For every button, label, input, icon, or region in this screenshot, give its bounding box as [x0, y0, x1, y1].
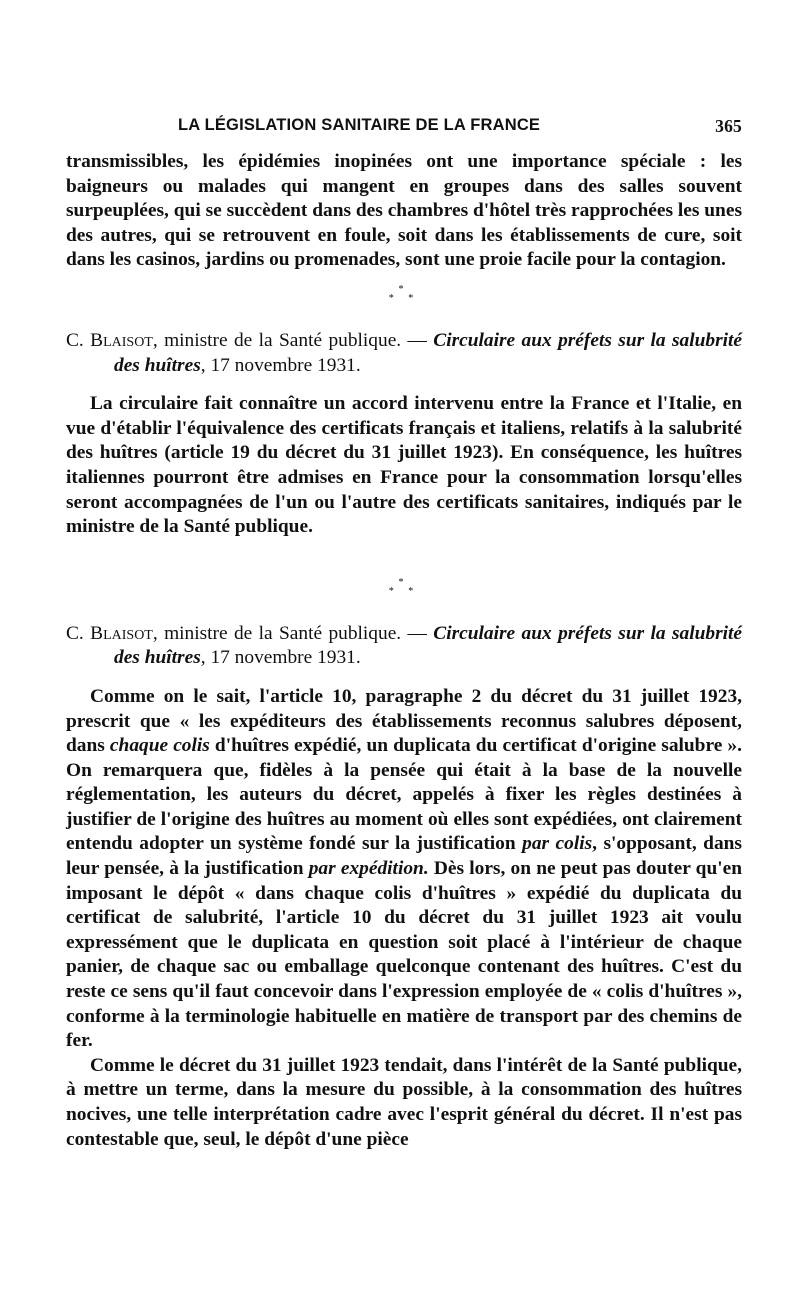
- separator-star-top: *: [398, 576, 410, 588]
- entry-role: , ministre de la Santé publique. —: [152, 622, 434, 644]
- italic-run: chaque colis: [109, 735, 210, 757]
- section-separator: [66, 578, 742, 596]
- page-number: 365: [715, 116, 742, 136]
- text-run: Dès lors, on ne peut pas douter qu'en imposant le dépôt « dans chaque colis d'huîtres » expédié du duplicata du certificat de salubrité, l'article 10 du décret du 31 juillet 1923 ait voulu expressément que le duplicata en question soit placé à l'intérieur de chaque panier, de chaque sac ou emballage quelconque contenant des huîtres. C'est du reste ce sens qu'il faut concevoir dans l'expression employée de « colis d'huîtres », conforme à la terminologie habituelle en matière de transport par des chemins de fer.: [66, 858, 743, 1052]
- document-page: [66, 112, 742, 1152]
- entry-2-paragraph-1: [66, 685, 742, 1054]
- section-separator: [66, 285, 742, 303]
- text-run: d'huîtres expédié, un duplicata du certificat d'origine salubre ». On remarquera que, fidèles à la pensée qui était à la base de la nouvelle réglementation, les auteurs du décret, appelés à fixer les règles destinées à justifier de l'origine des huîtres au moment où elles sont expédiées, ont clairement entendu adopter un système fondé sur la justification: [66, 735, 742, 855]
- running-title: LA LÉGISLATION SANITAIRE DE LA FRANCE: [178, 116, 541, 134]
- entry-1-paragraph: La circulaire fait connaître un accord intervenu entre la France et l'Italie, en vue d'établir l'équivalence des certificats français et italiens, relatifs à la salubrité des huîtres (article 19 du décret du 31 juillet 1923). En conséquence, les huîtres italiennes pourront être admises en France pour la consommation lorsqu'elles seront accompagnées de l'un ou l'autre des certificats sanitaires, indiqués par le ministre de la Santé publique.: [66, 393, 742, 538]
- entry-heading-2: [66, 622, 742, 671]
- text-run: , s'opposant, dans leur pensée, à la justification: [66, 833, 742, 880]
- entry-author: C. Blaisot: [66, 622, 153, 644]
- opening-paragraph: transmissibles, les épidémies inopinées ont une importance spéciale : les baigneurs ou malades qui mangent en groupes dans des salles souvent surpeuplées, qui se succèdent dans des chambres d'hôtel très rapprochées les unes des autres, qui se retrouvent en foule, soit dans les établissements de cure, soit dans les casinos, jardins ou promenades, sont une proie facile pour la contagion.: [66, 151, 742, 271]
- separator-star-top: *: [398, 283, 410, 295]
- entry-role: , ministre de la Santé publique. —: [152, 329, 434, 351]
- entry-heading-1: [66, 329, 742, 378]
- entry-date: , 17 novembre 1931.: [200, 647, 361, 669]
- running-head: [66, 112, 742, 142]
- text-run: Comme on le sait, l'article 10, paragraphe 2 du décret du 31 juillet 1923, prescrit que « les expéditeurs des établissements reconnus salubres déposent, dans: [66, 685, 742, 757]
- entry-date: , 17 novembre 1931.: [200, 354, 361, 376]
- italic-run: par expédition.: [308, 858, 429, 880]
- separator-stars-bottom: * *: [388, 292, 420, 304]
- entry-title: Circulaire aux préfets sur la salubrité des huîtres: [114, 622, 742, 669]
- separator-stars-bottom: * *: [388, 585, 420, 597]
- entry-author: C. Blaisot: [66, 329, 153, 351]
- italic-run: par colis: [522, 833, 593, 855]
- entry-title: Circulaire aux préfets sur la salubrité des huîtres: [114, 329, 742, 376]
- entry-2-paragraph-2: Comme le décret du 31 juillet 1923 tendait, dans l'intérêt de la Santé publique, à mettre un terme, dans la mesure du possible, à la consommation des huîtres nocives, une telle interprétation cadre avec l'esprit général du décret. Il n'est pas contestable que, seul, le dépôt d'une pièce: [66, 1054, 742, 1150]
